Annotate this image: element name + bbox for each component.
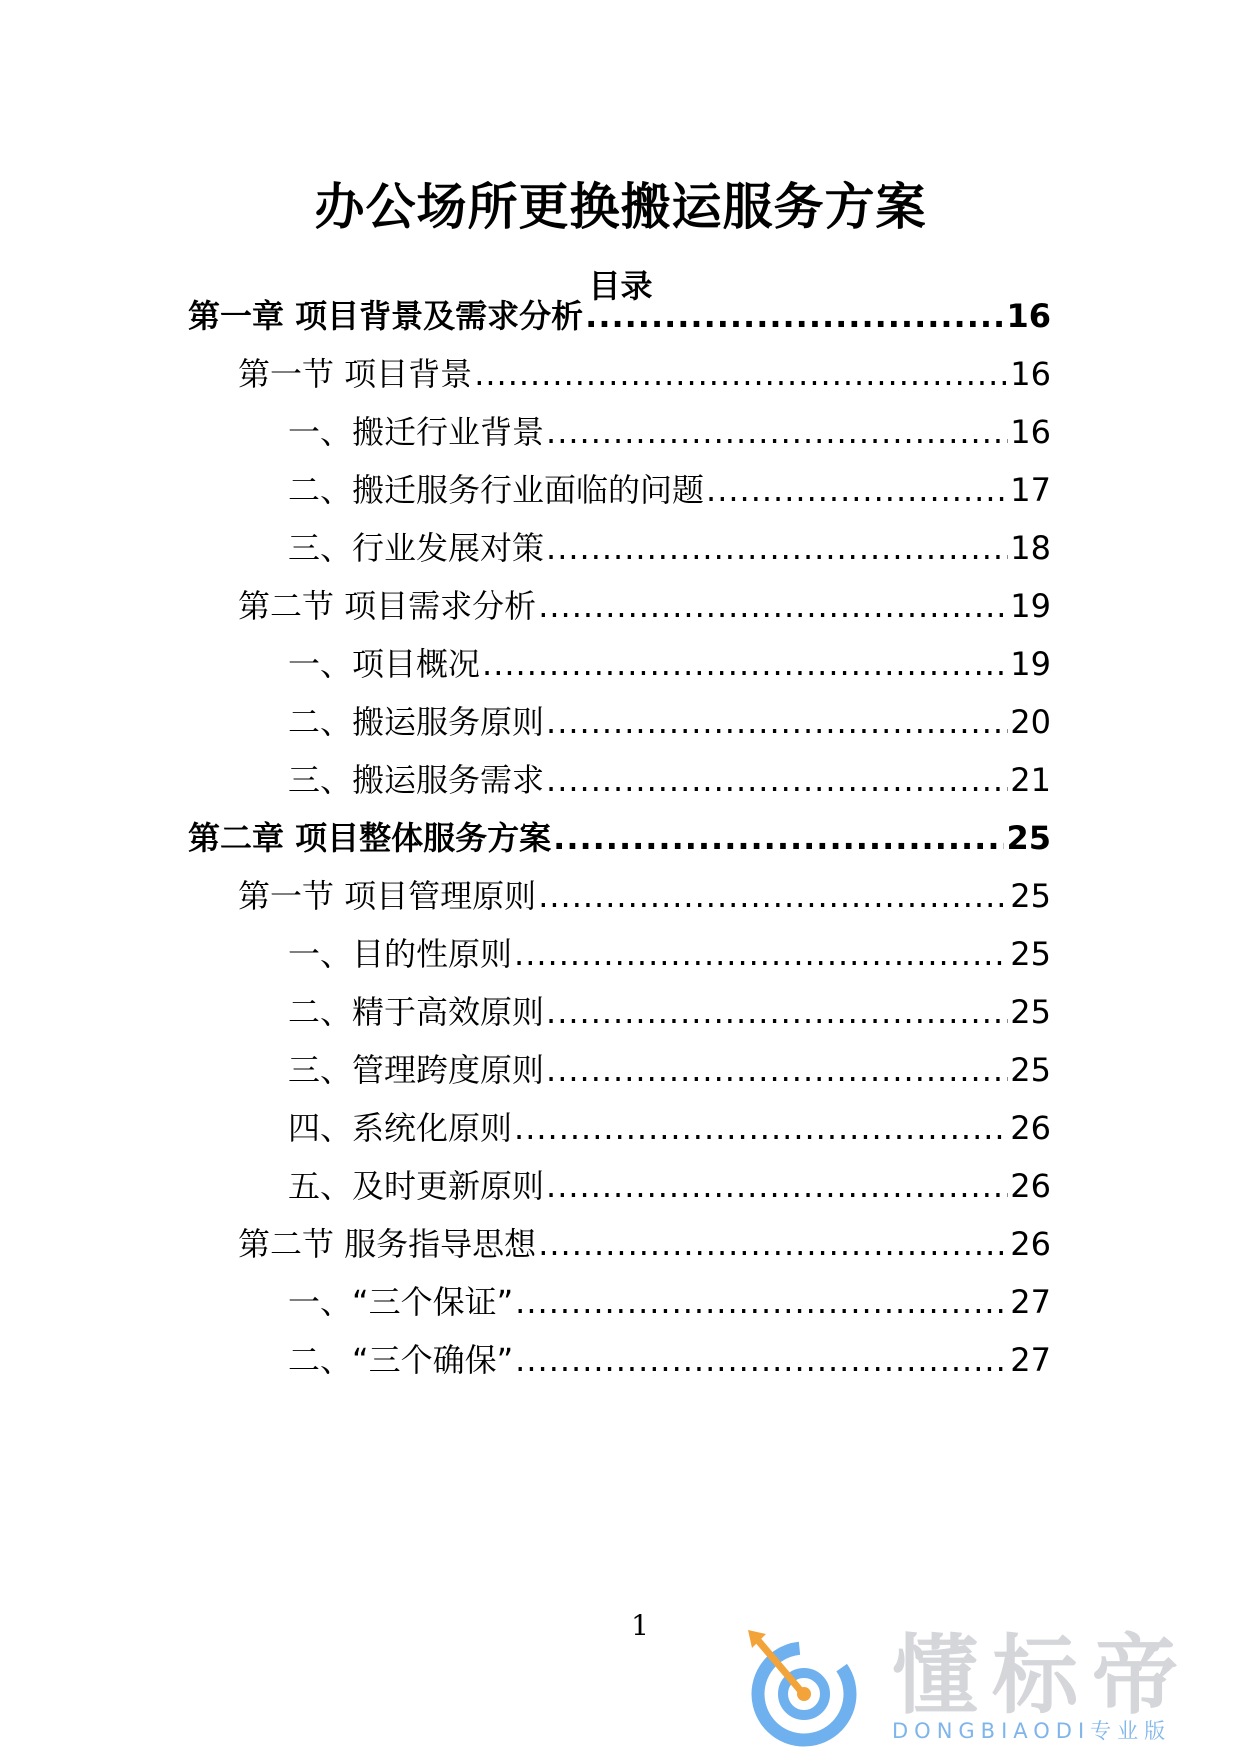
toc-entry-label: 一、“三个保证” — [288, 1283, 514, 1321]
toc-entry-subsection[interactable] — [288, 641, 1051, 687]
toc-dot-leader — [546, 409, 1008, 455]
toc-entry-page: 25 — [1010, 993, 1051, 1031]
toc-entry-label: 第一节 项目管理原则 — [238, 877, 537, 915]
toc-dot-leader — [585, 293, 1004, 339]
toc-entry-label: 四、系统化原则 — [288, 1109, 513, 1147]
watermark-subtitle: DONGBIAODI专业版 — [892, 1719, 1172, 1743]
toc-entry-label: 三、搬运服务需求 — [288, 761, 545, 799]
toc-entry-page: 27 — [1010, 1283, 1051, 1321]
watermark-brand: 懂标帝 — [892, 1626, 1192, 1726]
toc-entry-label: 一、项目概况 — [288, 645, 481, 683]
toc-entry-label: 第一节 项目背景 — [238, 355, 473, 393]
toc-entry-label: 五、及时更新原则 — [288, 1167, 545, 1205]
toc-entry-page: 26 — [1010, 1167, 1051, 1205]
toc-entry-page: 26 — [1010, 1225, 1051, 1263]
toc-entry-section[interactable] — [238, 873, 1051, 919]
toc-entry-page: 25 — [1010, 1051, 1051, 1089]
toc-entry-section[interactable] — [238, 583, 1051, 629]
toc-entry-label: 第二节 服务指导思想 — [238, 1225, 537, 1263]
toc-entry-page: 19 — [1010, 587, 1051, 625]
toc-entry-page: 21 — [1010, 761, 1051, 799]
watermark — [742, 1628, 1232, 1748]
toc-entry-subsection[interactable] — [288, 525, 1051, 571]
toc-entry-subsection[interactable] — [288, 1279, 1051, 1325]
toc-entry-page: 25 — [1006, 819, 1051, 857]
toc-entry-label: 第一章 项目背景及需求分析 — [188, 297, 584, 335]
toc-dot-leader — [546, 989, 1008, 1035]
document-title: 办公场所更换搬运服务方案 — [314, 178, 927, 236]
toc-dot-leader — [546, 1047, 1008, 1093]
toc-dot-leader — [474, 351, 1008, 397]
toc-entry-subsection[interactable] — [288, 467, 1051, 513]
toc-dot-leader — [482, 641, 1008, 687]
toc-entry-page: 17 — [1010, 471, 1051, 509]
toc-dot-leader — [538, 873, 1008, 919]
toc-entry-chapter-2[interactable] — [188, 815, 1051, 861]
toc-entry-page: 16 — [1006, 297, 1051, 335]
toc-entry-page: 16 — [1010, 355, 1051, 393]
toc-entry-label: 第二节 项目需求分析 — [238, 587, 537, 625]
toc-entry-label: 一、目的性原则 — [288, 935, 513, 973]
toc-entry-label: 三、管理跨度原则 — [288, 1051, 545, 1089]
toc-entry-section[interactable] — [238, 1221, 1051, 1267]
toc-dot-leader — [546, 525, 1008, 571]
toc-entry-label: 第二章 项目整体服务方案 — [188, 819, 552, 857]
toc-dot-leader — [538, 583, 1008, 629]
toc-entry-subsection[interactable] — [288, 1047, 1051, 1093]
toc-entry-label: 二、“三个确保” — [288, 1341, 514, 1379]
page-number: 1 — [631, 1609, 649, 1642]
toc-entry-label: 二、搬迁服务行业面临的问题 — [288, 471, 705, 509]
toc-dot-leader — [514, 931, 1008, 977]
toc-entry-page: 18 — [1010, 529, 1051, 567]
toc-entry-subsection[interactable] — [288, 1163, 1051, 1209]
toc-dot-leader — [514, 1105, 1008, 1151]
toc-entry-subsection[interactable] — [288, 699, 1051, 745]
toc-entry-chapter-1[interactable] — [188, 293, 1051, 339]
toc-dot-leader — [538, 1221, 1008, 1267]
toc-entry-subsection[interactable] — [288, 757, 1051, 803]
toc-entry-page: 25 — [1010, 935, 1051, 973]
target-arrow-icon — [742, 1628, 862, 1748]
toc-entry-label: 二、搬运服务原则 — [288, 703, 545, 741]
toc-entry-subsection[interactable] — [288, 989, 1051, 1035]
toc-dot-leader — [515, 1279, 1008, 1325]
toc-entry-label: 一、搬迁行业背景 — [288, 413, 545, 451]
toc-dot-leader — [546, 699, 1008, 745]
toc-entry-page: 16 — [1010, 413, 1051, 451]
toc-entry-page: 27 — [1010, 1341, 1051, 1379]
toc-heading: 目录 — [588, 267, 653, 305]
toc-entry-page: 19 — [1010, 645, 1051, 683]
toc-dot-leader — [553, 815, 1004, 861]
toc-entry-page: 26 — [1010, 1109, 1051, 1147]
toc-dot-leader — [546, 757, 1008, 803]
toc-entry-subsection[interactable] — [288, 931, 1051, 977]
toc-entry-page: 20 — [1010, 703, 1051, 741]
toc-entry-section[interactable] — [238, 351, 1051, 397]
toc-entry-label: 三、行业发展对策 — [288, 529, 545, 567]
toc-entry-label: 二、精于高效原则 — [288, 993, 545, 1031]
toc-entry-page: 25 — [1010, 877, 1051, 915]
toc-dot-leader — [546, 1163, 1008, 1209]
toc-dot-leader — [706, 467, 1008, 513]
toc-entry-subsection[interactable] — [288, 1337, 1051, 1383]
toc-dot-leader — [515, 1337, 1008, 1383]
toc-entry-subsection[interactable] — [288, 409, 1051, 455]
toc-entry-subsection[interactable] — [288, 1105, 1051, 1151]
